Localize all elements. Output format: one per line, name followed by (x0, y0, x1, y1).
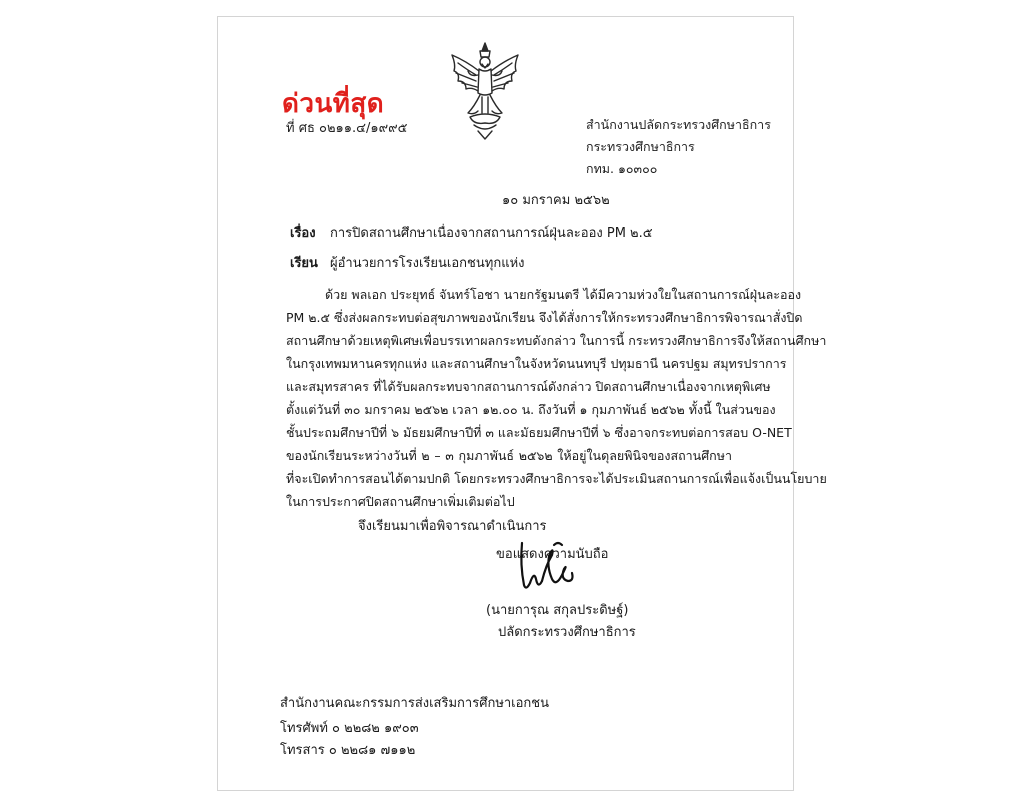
body-line: ในการประกาศปิดสถานศึกษาเพิ่มเติมต่อไป (286, 494, 515, 509)
sender-address-line: กระทรวงศึกษาธิการ (586, 139, 695, 154)
signer-position: ปลัดกระทรวงศึกษาธิการ (498, 625, 636, 640)
regards-text: ขอแสดงความนับถือ (496, 547, 609, 562)
sender-address-line: สำนักงานปลัดกระทรวงศึกษาธิการ (586, 117, 771, 132)
body-line: ด้วย พลเอก ประยุทธ์ จันทร์โอชา นายกรัฐมนตรี ได้มีความห่วงใยในสถานการณ์ฝุ่นละออง (325, 287, 802, 302)
body-line: ชั้นประถมศึกษาปีที่ ๖ มัธยมศึกษาปีที่ ๓ และมัธยมศึกษาปีที่ ๖ ซึ่งอาจกระทบต่อการสอบ O-NET (286, 425, 792, 440)
footer-office: สำนักงานคณะกรรมการส่งเสริมการศึกษาเอกชน (280, 696, 550, 711)
sender-address-line: กทม. ๑๐๓๐๐ (586, 161, 658, 176)
body-line: PM ๒.๕ ซึ่งส่งผลกระทบต่อสุขภาพของนักเรียน จึงได้สั่งการให้กระทรวงศึกษาธิการพิจารณาสั่งปิด (286, 310, 803, 325)
body-line: ตั้งแต่วันที่ ๓๐ มกราคม ๒๕๖๒ เวลา ๑๒.๐๐ น. ถึงวันที่ ๑ กุมภาพันธ์ ๒๕๖๒ ทั้งนี้ ในส่วนของ (286, 402, 776, 417)
subject-text: การปิดสถานศึกษาเนื่องจากสถานการณ์ฝุ่นละออง PM ๒.๕ (330, 226, 653, 241)
body-line: ของนักเรียนระหว่างวันที่ ๒ – ๓ กุมภาพันธ์ ๒๕๖๒ ให้อยู่ในดุลยพินิจของสถานศึกษา (286, 448, 732, 463)
body-line: ในกรุงเทพมหานครทุกแห่ง และสถานศึกษาในจังหวัดนนทบุรี ปทุมธานี นครปฐม สมุทรปราการ (286, 356, 787, 371)
garuda-emblem-icon (446, 41, 524, 141)
letter-page (217, 16, 827, 791)
recipient-text: ผู้อำนวยการโรงเรียนเอกชนทุกแห่ง (330, 256, 525, 271)
signer-name: (นายการุณ สกุลประดิษฐ์) (486, 603, 629, 618)
body-line: สถานศึกษาด้วยเหตุพิเศษเพื่อบรรเทาผลกระทบดังกล่าว ในการนี้ กระทรวงศึกษาธิการจึงให้สถานศึกษา (286, 333, 827, 348)
body-line: ที่จะเปิดทำการสอนได้ตามปกติ โดยกระทรวงศึกษาธิการจะได้ประเมินสถานการณ์เพื่อแจ้งเป็นนโยบาย (286, 471, 827, 486)
body-line: และสมุทรสาคร ที่ได้รับผลกระทบจากสถานการณ์ดังกล่าว ปิดสถานศึกษาเนื่องจากเหตุพิเศษ (286, 379, 771, 394)
footer-fax: โทรสาร ๐ ๒๒๘๑ ๗๑๑๒ (280, 743, 416, 758)
document-number: ที่ ศธ ๐๒๑๑.๔/๑๙๙๕ (286, 121, 408, 136)
urgency-stamp: ด่วนที่สุด (282, 89, 385, 119)
recipient-label: เรียน (290, 256, 318, 271)
letter-date: ๑๐ มกราคม ๒๕๖๒ (502, 193, 610, 208)
handwritten-signature (508, 535, 588, 597)
footer-phone: โทรศัพท์ ๐ ๒๒๘๒ ๑๙๐๓ (280, 721, 419, 736)
subject-label: เรื่อง (290, 226, 316, 241)
closing-sentence: จึงเรียนมาเพื่อพิจารณาดำเนินการ (358, 519, 547, 534)
